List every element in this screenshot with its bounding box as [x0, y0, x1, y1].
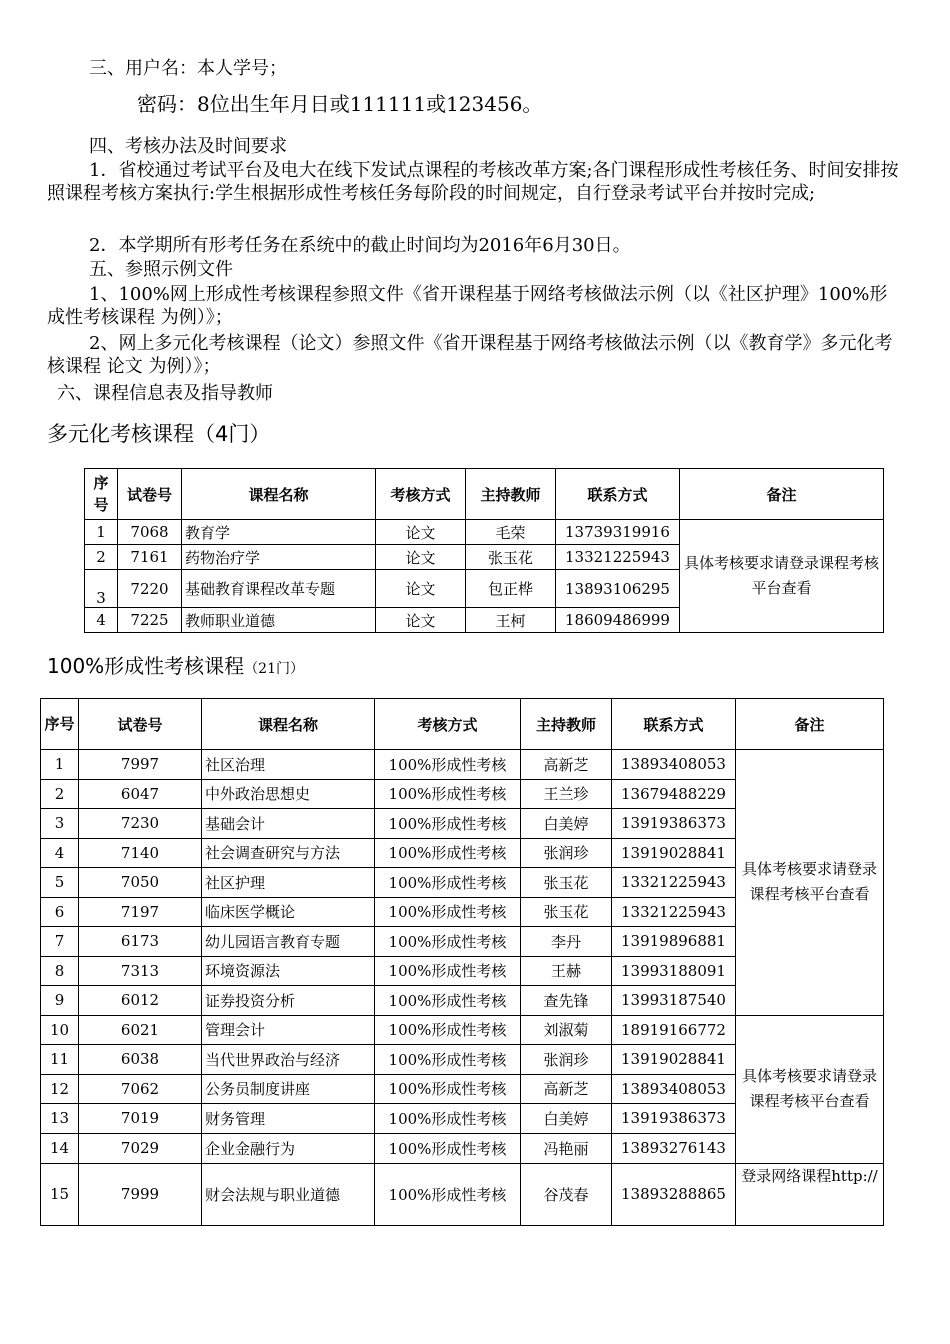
cell-note: 具体考核要求请登录课程考核平台查看: [736, 750, 884, 1016]
cell-paper-no: 7220: [118, 570, 182, 608]
cell-assessment: 100%形成性考核: [375, 750, 521, 780]
cell-assessment: 论文: [376, 545, 466, 570]
cell-index: 12: [41, 1074, 79, 1104]
cell-course-name: 社区护理: [202, 868, 375, 898]
cell-contact: 13893106295: [556, 570, 680, 608]
cell-index: 1: [85, 520, 118, 545]
cell-course-name: 药物治疗学: [182, 545, 376, 570]
header-note: 备注: [736, 699, 884, 750]
table-header-row: [41, 699, 884, 750]
table2-body: [41, 750, 884, 1226]
cell-course-name: 企业金融行为: [202, 1133, 375, 1163]
cell-index: 3: [85, 570, 118, 608]
cell-note: 具体考核要求请登录课程考核平台查看: [736, 1015, 884, 1163]
multi-assessment-table: [84, 468, 884, 633]
cell-teacher: 张玉花: [466, 545, 556, 570]
header-contact: 联系方式: [612, 699, 736, 750]
table-row: [41, 750, 884, 780]
cell-paper-no: 7999: [79, 1163, 202, 1225]
cell-teacher: 冯艳丽: [521, 1133, 612, 1163]
cell-paper-no: 7997: [79, 750, 202, 780]
cell-index: 6: [41, 897, 79, 927]
table-header-row: [85, 469, 884, 520]
cell-assessment: 论文: [376, 608, 466, 633]
cell-assessment: 100%形成性考核: [375, 897, 521, 927]
cell-paper-no: 7062: [79, 1074, 202, 1104]
section4-item1: 1．省校通过考试平台及电大在线下发试点课程的考核改革方案;各门课程形成性考核任务、时间安排按照课程考核方案执行:学生根据形成性考核任务每阶段的时间规定，自行登录考试平台并按时完成;: [47, 160, 899, 204]
cell-assessment: 100%形成性考核: [375, 779, 521, 809]
cell-assessment: 论文: [376, 520, 466, 545]
section4-item2: 2．本学期所有形考任务在系统中的截止时间均为2016年6月30日。: [89, 235, 631, 256]
header-assessment: 考核方式: [375, 699, 521, 750]
cell-course-name: 公务员制度讲座: [202, 1074, 375, 1104]
cell-assessment: 100%形成性考核: [375, 956, 521, 986]
header-course-name: 课程名称: [202, 699, 375, 750]
table2-heading-count: （21门）: [244, 661, 305, 677]
cell-note: 具体考核要求请登录课程考核平台查看: [680, 520, 884, 633]
cell-contact: 13321225943: [556, 545, 680, 570]
cell-paper-no: 7225: [118, 608, 182, 633]
cell-paper-no: 7068: [118, 520, 182, 545]
cell-contact: 13919386373: [612, 1104, 736, 1134]
cell-contact: 13321225943: [612, 897, 736, 927]
cell-contact: 13893408053: [612, 750, 736, 780]
cell-assessment: 100%形成性考核: [375, 1074, 521, 1104]
password-line: 密码：8位出生年月日或111111或123456。: [137, 92, 543, 116]
cell-teacher: 刘淑菊: [521, 1015, 612, 1045]
formative-assessment-table: [40, 698, 884, 1226]
cell-index: 2: [85, 545, 118, 570]
cell-note: 登录网络课程http://: [736, 1163, 884, 1225]
cell-index: 1: [41, 750, 79, 780]
cell-contact: 13919896881: [612, 927, 736, 957]
cell-index: 3: [41, 809, 79, 839]
cell-paper-no: 7313: [79, 956, 202, 986]
table1-heading: 多元化考核课程（4门）: [47, 422, 271, 446]
cell-paper-no: 6021: [79, 1015, 202, 1045]
cell-paper-no: 6038: [79, 1045, 202, 1075]
header-course-name: 课程名称: [182, 469, 376, 520]
cell-index: 14: [41, 1133, 79, 1163]
header-index: 序号: [41, 699, 79, 750]
cell-index: 2: [41, 779, 79, 809]
cell-contact: 13993188091: [612, 956, 736, 986]
cell-teacher: 张润珍: [521, 1045, 612, 1075]
cell-course-name: 基础会计: [202, 809, 375, 839]
cell-course-name: 中外政治思想史: [202, 779, 375, 809]
cell-assessment: 100%形成性考核: [375, 1015, 521, 1045]
cell-course-name: 环境资源法: [202, 956, 375, 986]
table2-heading: [47, 650, 304, 679]
cell-course-name: 临床医学概论: [202, 897, 375, 927]
cell-course-name: 财务管理: [202, 1104, 375, 1134]
cell-contact: 13739319916: [556, 520, 680, 545]
reference-2: 2、网上多元化考核课程（论文）参照文件《省开课程基于网络考核做法示例（以《教育学》多元化考核课程 论文 为例）》；: [47, 333, 893, 377]
cell-teacher: 张玉花: [521, 868, 612, 898]
cell-paper-no: 7140: [79, 838, 202, 868]
cell-assessment: 论文: [376, 570, 466, 608]
section5-title: 五、参照示例文件: [89, 259, 233, 280]
header-contact: 联系方式: [556, 469, 680, 520]
cell-course-name: 教育学: [182, 520, 376, 545]
cell-index: 15: [41, 1163, 79, 1225]
cell-teacher: 王兰珍: [521, 779, 612, 809]
cell-course-name: 证券投资分析: [202, 986, 375, 1016]
cell-assessment: 100%形成性考核: [375, 1163, 521, 1225]
cell-teacher: 查先锋: [521, 986, 612, 1016]
cell-teacher: 高新芝: [521, 750, 612, 780]
table-row: [41, 1015, 884, 1045]
section6-title: 六、课程信息表及指导教师: [57, 383, 273, 404]
cell-teacher: 白美婷: [521, 1104, 612, 1134]
cell-paper-no: 7029: [79, 1133, 202, 1163]
cell-contact: 13893408053: [612, 1074, 736, 1104]
cell-teacher: 高新芝: [521, 1074, 612, 1104]
cell-assessment: 100%形成性考核: [375, 986, 521, 1016]
cell-teacher: 白美婷: [521, 809, 612, 839]
cell-course-name: 当代世界政治与经济: [202, 1045, 375, 1075]
cell-contact: 13919028841: [612, 838, 736, 868]
cell-contact: 13321225943: [612, 868, 736, 898]
username-line: 三、用户名：本人学号；: [89, 58, 287, 79]
cell-course-name: 财会法规与职业道德: [202, 1163, 375, 1225]
header-paper-no: 试卷号: [79, 699, 202, 750]
cell-teacher: 张玉花: [521, 897, 612, 927]
table-row: [41, 1163, 884, 1225]
cell-contact: 13893276143: [612, 1133, 736, 1163]
table2-heading-main: 100%形成性考核课程: [47, 654, 245, 678]
cell-assessment: 100%形成性考核: [375, 927, 521, 957]
cell-index: 13: [41, 1104, 79, 1134]
cell-contact: 18919166772: [612, 1015, 736, 1045]
cell-teacher: 毛荣: [466, 520, 556, 545]
cell-course-name: 社会调查研究与方法: [202, 838, 375, 868]
cell-assessment: 100%形成性考核: [375, 838, 521, 868]
cell-course-name: 管理会计: [202, 1015, 375, 1045]
cell-paper-no: 7161: [118, 545, 182, 570]
cell-teacher: 李丹: [521, 927, 612, 957]
cell-paper-no: 7050: [79, 868, 202, 898]
cell-teacher: 王赫: [521, 956, 612, 986]
cell-index: 9: [41, 986, 79, 1016]
table-row: [85, 520, 884, 545]
cell-paper-no: 7197: [79, 897, 202, 927]
cell-index: 7: [41, 927, 79, 957]
cell-paper-no: 6012: [79, 986, 202, 1016]
cell-paper-no: 6173: [79, 927, 202, 957]
header-index: 序号: [85, 469, 118, 520]
cell-assessment: 100%形成性考核: [375, 1104, 521, 1134]
cell-teacher: 包正桦: [466, 570, 556, 608]
cell-index: 5: [41, 868, 79, 898]
cell-contact: 13919028841: [612, 1045, 736, 1075]
header-note: 备注: [680, 469, 884, 520]
cell-course-name: 教师职业道德: [182, 608, 376, 633]
cell-course-name: 幼儿园语言教育专题: [202, 927, 375, 957]
header-paper-no: 试卷号: [118, 469, 182, 520]
cell-index: 4: [41, 838, 79, 868]
cell-course-name: 社区治理: [202, 750, 375, 780]
cell-index: 8: [41, 956, 79, 986]
reference-1: 1、100%网上形成性考核课程参照文件《省开课程基于网络考核做法示例（以《社区护理》100%形成性考核课程 为例）》；: [47, 284, 888, 328]
cell-assessment: 100%形成性考核: [375, 1133, 521, 1163]
cell-contact: 18609486999: [556, 608, 680, 633]
cell-assessment: 100%形成性考核: [375, 809, 521, 839]
cell-teacher: 张润珍: [521, 838, 612, 868]
cell-assessment: 100%形成性考核: [375, 1045, 521, 1075]
cell-paper-no: 7019: [79, 1104, 202, 1134]
cell-course-name: 基础教育课程改革专题: [182, 570, 376, 608]
cell-paper-no: 6047: [79, 779, 202, 809]
cell-teacher: 王柯: [466, 608, 556, 633]
section4-title: 四、考核办法及时间要求: [89, 136, 287, 157]
cell-teacher: 谷茂春: [521, 1163, 612, 1225]
cell-contact: 13919386373: [612, 809, 736, 839]
header-teacher: 主持教师: [466, 469, 556, 520]
cell-index: 11: [41, 1045, 79, 1075]
cell-contact: 13993187540: [612, 986, 736, 1016]
cell-contact: 13893288865: [612, 1163, 736, 1225]
header-assessment: 考核方式: [376, 469, 466, 520]
cell-assessment: 100%形成性考核: [375, 868, 521, 898]
header-teacher: 主持教师: [521, 699, 612, 750]
cell-index: 4: [85, 608, 118, 633]
cell-contact: 13679488229: [612, 779, 736, 809]
cell-index: 10: [41, 1015, 79, 1045]
cell-paper-no: 7230: [79, 809, 202, 839]
